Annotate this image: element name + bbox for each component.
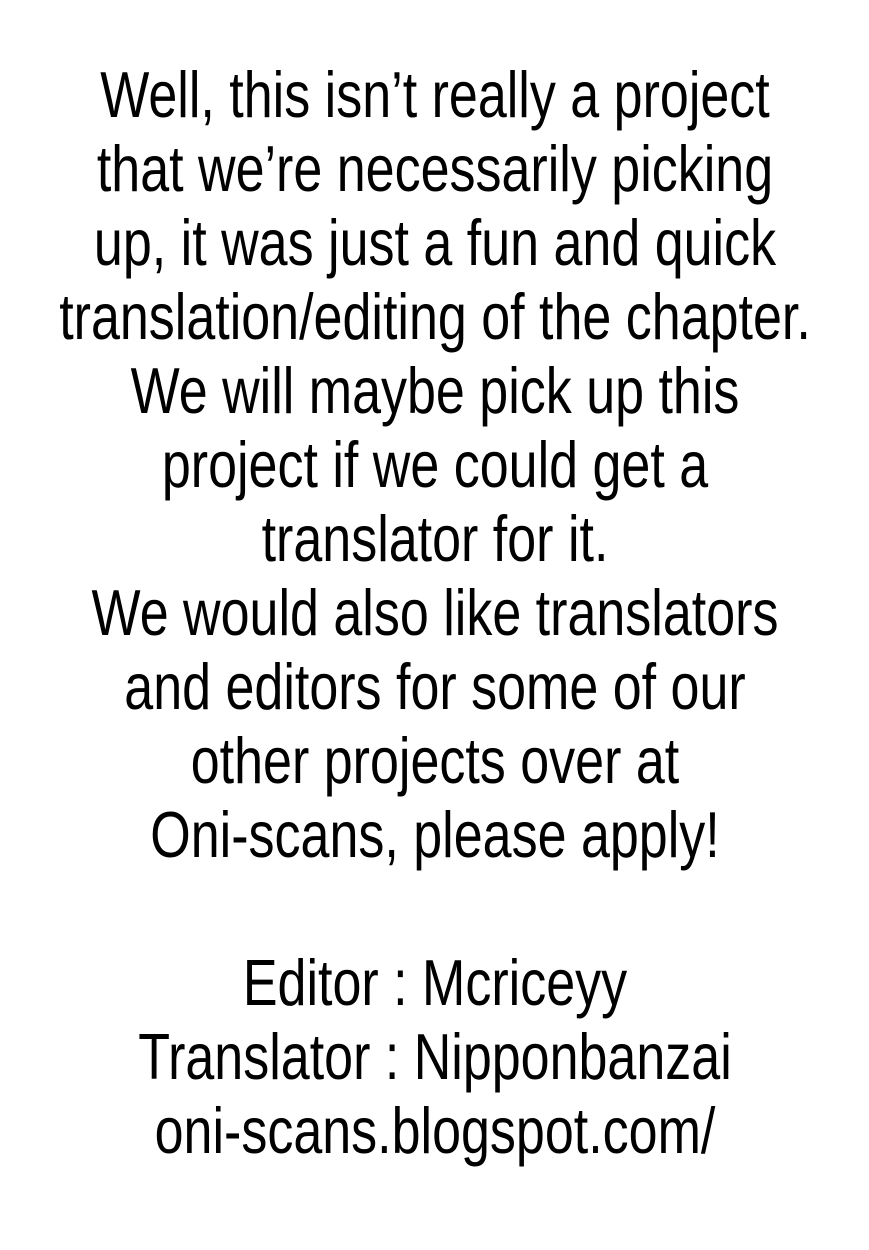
paragraph-line: We would also like translators (91, 576, 778, 649)
paragraph-line: project if we could get a (161, 428, 708, 501)
paragraph-line: Oni-scans, please apply! (149, 798, 720, 871)
paragraph-line: other projects over at (190, 724, 679, 797)
paragraph-line: and editors for some of our (123, 650, 746, 723)
website-url: oni-scans.blogspot.com/ (154, 1094, 715, 1167)
translator-credit-line: Translator : Nipponbanzai (137, 1020, 732, 1093)
paragraph-line: Well, this isn’t really a project (99, 58, 770, 131)
credits-text-block (0, 58, 869, 1168)
paragraph-line: We will maybe pick up this (130, 354, 739, 427)
editor-credit-line: Editor : Mcriceyy (242, 946, 627, 1019)
paragraph-line: translation/editing of the chapter. (58, 280, 811, 353)
blank-line-spacer (0, 872, 869, 946)
paragraph-line: translator for it. (261, 502, 608, 575)
paragraph-line: up, it was just a fun and quick (93, 206, 776, 279)
paragraph-line: that we’re necessarily picking (96, 132, 773, 205)
